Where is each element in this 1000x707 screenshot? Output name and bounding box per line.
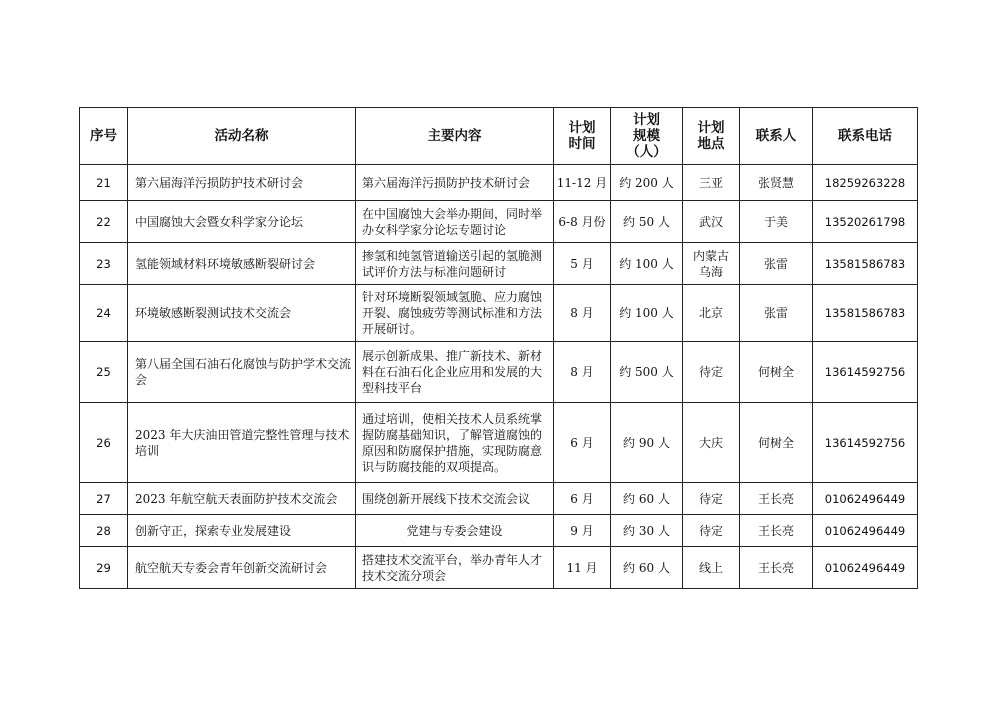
cell-no: 23 — [80, 243, 128, 285]
cell-content: 通过培训，使相关技术人员系统掌握防腐基础知识，了解管道腐蚀的原因和防腐保护措施，实现防腐意识与防腐技能的双项提高。 — [356, 403, 554, 483]
cell-time: 8 月 — [554, 285, 611, 342]
table-row — [80, 165, 918, 201]
header-phone: 联系电话 — [813, 108, 918, 165]
cell-time: 5 月 — [554, 243, 611, 285]
table-row — [80, 515, 918, 547]
cell-no: 28 — [80, 515, 128, 547]
cell-name: 创新守正，探索专业发展建设 — [128, 515, 356, 547]
cell-content: 掺氢和纯氢管道输送引起的氢脆测试评价方法与标准问题研讨 — [356, 243, 554, 285]
cell-content: 搭建技术交流平台，举办青年人才技术交流分项会 — [356, 547, 554, 589]
cell-no: 21 — [80, 165, 128, 201]
cell-name: 环境敏感断裂测试技术交流会 — [128, 285, 356, 342]
cell-place: 三亚 — [683, 165, 740, 201]
cell-place: 北京 — [683, 285, 740, 342]
table-row — [80, 243, 918, 285]
cell-scale: 约 60 人 — [611, 547, 683, 589]
cell-place: 待定 — [683, 342, 740, 403]
cell-phone: 01062496449 — [813, 483, 918, 515]
header-name: 活动名称 — [128, 108, 356, 165]
cell-phone: 13581586783 — [813, 285, 918, 342]
cell-phone: 13581586783 — [813, 243, 918, 285]
cell-time: 9 月 — [554, 515, 611, 547]
cell-phone: 01062496449 — [813, 515, 918, 547]
cell-place: 武汉 — [683, 201, 740, 243]
cell-no: 27 — [80, 483, 128, 515]
cell-time: 11-12 月 — [554, 165, 611, 201]
header-content: 主要内容 — [356, 108, 554, 165]
cell-scale: 约 50 人 — [611, 201, 683, 243]
cell-scale: 约 500 人 — [611, 342, 683, 403]
cell-time: 6 月 — [554, 403, 611, 483]
cell-scale: 约 100 人 — [611, 243, 683, 285]
cell-phone: 13614592756 — [813, 403, 918, 483]
cell-scale: 约 100 人 — [611, 285, 683, 342]
cell-content: 展示创新成果、推广新技术、新材料在石油石化企业应用和发展的大型科技平台 — [356, 342, 554, 403]
cell-place: 待定 — [683, 515, 740, 547]
cell-place: 线上 — [683, 547, 740, 589]
table-row — [80, 201, 918, 243]
cell-no: 25 — [80, 342, 128, 403]
cell-content: 第六届海洋污损防护技术研讨会 — [356, 165, 554, 201]
cell-scale: 约 200 人 — [611, 165, 683, 201]
cell-name: 氢能领域材料环境敏感断裂研讨会 — [128, 243, 356, 285]
cell-contact: 张雷 — [740, 243, 813, 285]
cell-name: 第八届全国石油石化腐蚀与防护学术交流会 — [128, 342, 356, 403]
cell-no: 22 — [80, 201, 128, 243]
cell-contact: 张贤慧 — [740, 165, 813, 201]
table-row — [80, 285, 918, 342]
cell-contact: 王长亮 — [740, 515, 813, 547]
cell-scale: 约 30 人 — [611, 515, 683, 547]
cell-no: 29 — [80, 547, 128, 589]
cell-name: 中国腐蚀大会暨女科学家分论坛 — [128, 201, 356, 243]
cell-phone: 18259263228 — [813, 165, 918, 201]
cell-scale: 约 60 人 — [611, 483, 683, 515]
cell-time: 8 月 — [554, 342, 611, 403]
cell-place: 内蒙古乌海 — [683, 243, 740, 285]
table-row — [80, 483, 918, 515]
table-row — [80, 342, 918, 403]
header-row — [80, 108, 918, 165]
activity-table — [79, 107, 918, 589]
cell-name: 2023 年航空航天表面防护技术交流会 — [128, 483, 356, 515]
cell-name: 2023 年大庆油田管道完整性管理与技术培训 — [128, 403, 356, 483]
cell-content: 围绕创新开展线下技术交流会议 — [356, 483, 554, 515]
header-time: 计划 时间 — [554, 108, 611, 165]
header-no: 序号 — [80, 108, 128, 165]
table-row — [80, 547, 918, 589]
cell-contact: 何树全 — [740, 403, 813, 483]
cell-phone: 13614592756 — [813, 342, 918, 403]
cell-time: 6 月 — [554, 483, 611, 515]
cell-contact: 于美 — [740, 201, 813, 243]
cell-scale: 约 90 人 — [611, 403, 683, 483]
header-scale: 计划 规模 （人） — [611, 108, 683, 165]
cell-name: 航空航天专委会青年创新交流研讨会 — [128, 547, 356, 589]
cell-content: 在中国腐蚀大会举办期间，同时举办女科学家分论坛专题讨论 — [356, 201, 554, 243]
cell-phone: 13520261798 — [813, 201, 918, 243]
cell-no: 26 — [80, 403, 128, 483]
table-row — [80, 403, 918, 483]
header-contact: 联系人 — [740, 108, 813, 165]
header-place: 计划 地点 — [683, 108, 740, 165]
cell-content: 针对环境断裂领域氢脆、应力腐蚀开裂、腐蚀疲劳等测试标准和方法开展研讨。 — [356, 285, 554, 342]
cell-no: 24 — [80, 285, 128, 342]
cell-place: 大庆 — [683, 403, 740, 483]
cell-contact: 张雷 — [740, 285, 813, 342]
cell-time: 6-8 月份 — [554, 201, 611, 243]
cell-content: 党建与专委会建设 — [356, 515, 554, 547]
cell-phone: 01062496449 — [813, 547, 918, 589]
cell-contact: 王长亮 — [740, 483, 813, 515]
cell-contact: 王长亮 — [740, 547, 813, 589]
cell-name: 第六届海洋污损防护技术研讨会 — [128, 165, 356, 201]
cell-place: 待定 — [683, 483, 740, 515]
cell-time: 11 月 — [554, 547, 611, 589]
cell-contact: 何树全 — [740, 342, 813, 403]
